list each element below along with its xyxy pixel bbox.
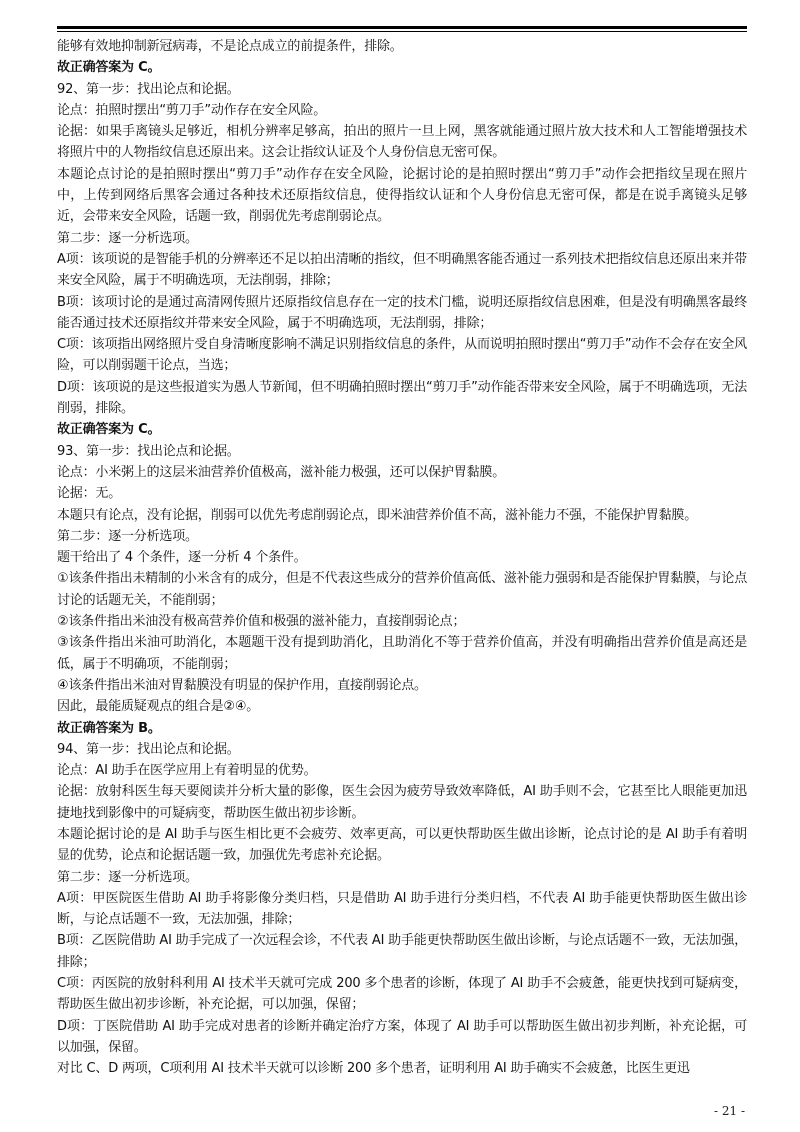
answer-line: 故正确答案为 C。 [57,422,161,438]
paragraph: 论点：拍照时摆出“剪刀手”动作存在安全风险。 [57,102,327,118]
paragraph: 第二步：逐一分析选项。 [57,230,198,246]
paragraph: D项：该项说的是这些报道实为愚人节新闻，但不明确拍照时摆出“剪刀手”动作能否带来安全风险，属于不明确选项，无法削弱，排除。 [57,379,747,417]
paragraph: A项：该项说的是智能手机的分辨率还不足以拍出清晰的指纹，但不明确黑客能否通过一系列技术把指纹信息还原出来并带来安全风险，属于不明确选项，无法削弱，排除； [57,251,747,289]
paragraph: 论点：AI 助手在医学应用上有着明显的优势。 [57,763,317,779]
paragraph: 第二步：逐一分析选项。 [57,869,198,885]
paragraph: A项：甲医院医生借助 AI 助手将影像分类归档，只是借助 AI 助手进行分类归档，不代表 AI 助手能更快帮助医生做出诊断，与论点话题不一致，无法加强，排除； [57,890,747,928]
paragraph: ④该条件指出米油对胃黏膜没有明显的保护作用，直接削弱论点。 [57,677,427,693]
paragraph: 本题论据讨论的是 AI 助手与医生相比更不会疲劳、效率更高，可以更快帮助医生做出诊断，论点讨论的是 AI 助手有着明显的优势，论点和论据话题一致，加强优先考虑补充论据。 [57,826,747,864]
page-number: - 21 - [713,1104,745,1118]
paragraph: 论据：无。 [57,486,122,502]
paragraph: 本题只有论点，没有论据，削弱可以优先考虑削弱论点，即米油营养价值不高，滋补能力不强，不能保护胃黏膜。 [57,507,698,523]
answer-line: 故正确答案为 C。 [57,60,161,76]
paragraph: 论据：如果手离镜头足够近，相机分辨率足够高，拍出的照片一旦上网，黑客就能通过照片放大技术和人工智能增强技术将照片中的人物指纹信息还原出来。这会让指纹认证及个人身份信息无密可保。 [57,124,747,161]
paragraph: C项：丙医院的放射科利用 AI 技术半天就可完成 200 多个患者的诊断，体现了 AI 助手不会疲惫，能更快找到可疑病变，帮助医生做出初步诊断，补充论据，可以加强，保留； [57,976,747,1013]
paragraph: C项：该项指出网络照片受自身清晰度影响不满足识别指纹信息的条件，从而说明拍照时摆出“剪刀手”动作不会存在安全风险，可以削弱题干论点，当选； [57,337,747,374]
paragraph: 对比 C、D 两项，C项利用 AI 技术半天就可以诊断 200 多个患者，证明利用 AI 助手确实不会疲惫，比医生更迅 [57,1061,690,1077]
paragraph: ①该条件指出未精制的小米含有的成分，但是不代表这些成分的营养价值高低、滋补能力强弱和是否能保护胃黏膜，与论点讨论的话题无关，不能削弱； [57,571,747,608]
paragraph: D项：丁医院借助 AI 助手完成对患者的诊断并确定治疗方案，体现了 AI 助手可以帮助医生做出初步判断，补充论据，可以加强，保留。 [57,1018,747,1055]
paragraph: 94、第一步：找出论点和论据。 [57,741,240,757]
paragraph: 92、第一步：找出论点和论据。 [57,81,240,97]
paragraph: 论据：放射科医生每天要阅读并分析大量的影像，医生会因为疲劳导致效率降低，AI 助手则不会，它甚至比人眼能更加迅捷地找到影像中的可疑病变，帮助医生做出初步诊断。 [57,784,747,821]
paragraph: 能够有效地抑制新冠病毒，不是论点成立的前提条件，排除。 [57,39,403,54]
paragraph: 第二步：逐一分析选项。 [57,528,198,544]
answer-line: 故正确答案为 B。 [57,720,161,736]
paragraph: 93、第一步：找出论点和论据。 [57,443,240,459]
paragraph: 因此，最能质疑观点的组合是②④。 [57,699,260,715]
paragraph: 题干给出了 4 个条件，逐一分析 4 个条件。 [57,550,307,566]
paragraph: B项：乙医院借助 AI 助手完成了一次远程会诊，不代表 AI 助手能更快帮助医生做出诊断，与论点话题不一致，无法加强，排除； [57,933,747,970]
paragraph: ②该条件指出米油没有极高营养价值和极强的滋补能力，直接削弱论点； [57,614,466,630]
header-rule-thin [57,31,747,32]
document-body [57,36,747,1080]
paragraph: ③该条件指出米油可助消化，本题题干没有提到助消化，且助消化不等于营养价值高，并没有明确指出营养价值是高还是低，属于不明确项，不能削弱； [57,635,747,672]
paragraph: B项：该项讨论的是通过高清网传照片还原指纹信息存在一定的技术门槛，说明还原指纹信息困难，但是没有明确黑客最终能否通过技术还原指纹并带来安全风险，属于不明确选项，无法削弱，排除； [57,294,747,331]
header-rule-thick [57,26,747,29]
paragraph: 本题论点讨论的是拍照时摆出“剪刀手”动作存在安全风险，论据讨论的是拍照时摆出“剪刀手”动作会把指纹呈现在照片中，上传到网络后黑客会通过各种技术还原指纹信息，使得指纹认证和个人身份信息无密可保，都是在说手离镜头足够近，会带来安全风险，话题一致，削弱优先考虑削弱论点。 [57,166,747,225]
paragraph: 论点：小米粥上的这层米油营养价值极高，滋补能力极强，还可以保护胃黏膜。 [57,464,506,480]
